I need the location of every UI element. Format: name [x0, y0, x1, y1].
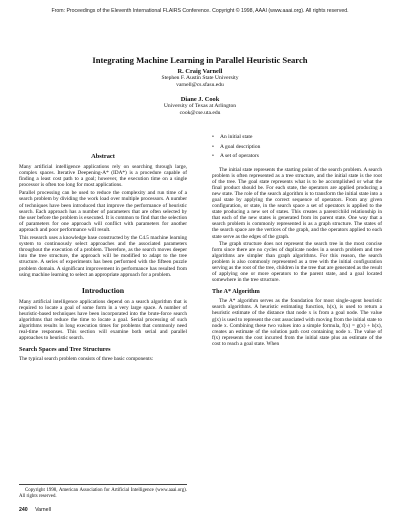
introduction-body — [19, 299, 187, 342]
running-author: Varnell — [35, 507, 51, 513]
source-line: From: Proceedings of the Eleventh International FLAIRS Conference. Copyright © 1998, AAAI (www.aaai.org). All rights reserved. — [51, 8, 349, 14]
introduction-heading: Introduction — [81, 285, 125, 295]
list-item: • An initial state — [212, 133, 382, 143]
list-item: • A set of operators — [212, 152, 382, 162]
left-column — [19, 136, 187, 363]
introduction-paragraph: Many artificial intelligence applications depend on a search algorithm that is required to locate a goal of some form in a very large space. A number of heuristic-based techniques have been incorporated into the brute-force search algorithms that reduce the time to locate a goal. Serial processing of such algorithms results in long execution times for problems that commonly need real-time responses. This section will examine both serial and parallel approaches to heuristic search. — [19, 298, 187, 342]
copyright-text: Copyright 1998, American Association for Artificial Intelligence (www.aaai.org). All rights reserved. — [19, 488, 187, 499]
astar-paragraph: The A* algorithm serves as the foundation for most single-agent heuristic search algorithms. A heuristic estimating function, h(x), is used to return a heuristic estimate of the distance that node x is from a goal node. The value g(x) is used to represent the cost associated with moving from the initial state to node x. Combining these two values into a simple formula, f(x) = g(x) + h(x), creates an estimate of the solution path cost containing node x. The value of f(x) represents the cost incurred from the initial state plus an estimate of the cost to reach a goal state. When — [212, 298, 382, 347]
author-email: varnell@cs.sfasu.edu — [176, 82, 224, 89]
paper-title: Integrating Machine Learning in Parallel Heuristic Search — [92, 55, 308, 65]
author-email: cook@cse.uta.edu — [179, 110, 221, 117]
astar-body — [212, 298, 382, 347]
abstract — [19, 153, 187, 278]
body-paragraph: The initial state represents the starting point of the search problem. A search problem is often represented as a tree structure, and the initial state is the root of the tree. The goal state represents what is to be accomplished or what the final product should be. For each state, the operators are applied producing a new state. The role of the search algorithm is to transform the initial state into a goal state by applying the correct sequence of operators. From any given configuration, or state, in the search space a set of operators is applied to the state producing a new set of states. This creates a parent/child relationship in that each of the new states is generated from its parent state. One way that a search problem is commonly represented is as a graph structure. The states of the search space are the vertices of the graph, and the operators applied to each state serve as the edges of the graph. — [212, 166, 382, 240]
search-description — [212, 167, 382, 284]
author-block — [0, 68, 400, 118]
list-item: • A goal description — [212, 143, 382, 153]
body-paragraph: The graph structure does not represent the search tree in the most concise form since there are no cycles of duplicate nodes in a search problem and tree algorithms are simpler than graph algorithms. For this reason, the search problem is also commonly represented as a tree with the initial configuration serving as the root of the tree, children in the tree that are generated as the result of applying one or more operators to the parent state, and a goal located somewhere in the tree structure. — [212, 240, 382, 284]
author-name: R. Craig Varnell — [177, 68, 223, 75]
search-spaces-paragraph: The typical search problem consists of three basic components: — [19, 356, 154, 363]
author-affiliation: Stephen F. Austin State University — [161, 75, 239, 82]
page-footer — [19, 507, 51, 513]
author-name: Diane J. Cook — [180, 96, 220, 104]
abstract-paragraph: Parallel processing can be used to reduce the complexity and run time of a search problem by dividing the work load over multiple processors. A number of techniques have been introduced that improve the performance of heuristic search. Each approach has a number of parameters that are often selected by the user before the problem is executed. It is common to find that the selection of parameters for one approach will conflict with parameters for another approach and poor performance will result. — [19, 190, 187, 233]
abstract-paragraph: This research uses a knowledge base constructed by the C4.5 machine learning system to continuously select approaches and the associated parameters throughout the execution of a problem. Therefore, as the search moves deeper into the tree structure, the approach will be modified to adapt to the tree structure. A series of experiments has been performed with the fifteen puzzle problem domain. A significant improvement in performance has resulted from using machine learning to select an appropriate approach for a problem. — [19, 235, 187, 278]
abstract-heading: Abstract — [91, 153, 115, 160]
astar-heading: The A* Algorithm — [212, 288, 260, 296]
page-number: 240 — [19, 507, 28, 513]
right-column — [212, 133, 382, 348]
search-spaces-heading: Search Spaces and Tree Structures — [19, 346, 111, 354]
component-list — [212, 133, 382, 162]
abstract-paragraph: Many artificial intelligence applications rely on searching through large, complex spaces. Iterative Deepening-A* (IDA*) is a procedure capable of finding a least cost path to a goal; however, the execution time on a single processor is often too long for most applications. — [19, 164, 187, 189]
author-affiliation: University of Texas at Arlington — [163, 103, 237, 110]
search-spaces-body — [19, 356, 187, 362]
copyright-footnote — [19, 484, 187, 499]
